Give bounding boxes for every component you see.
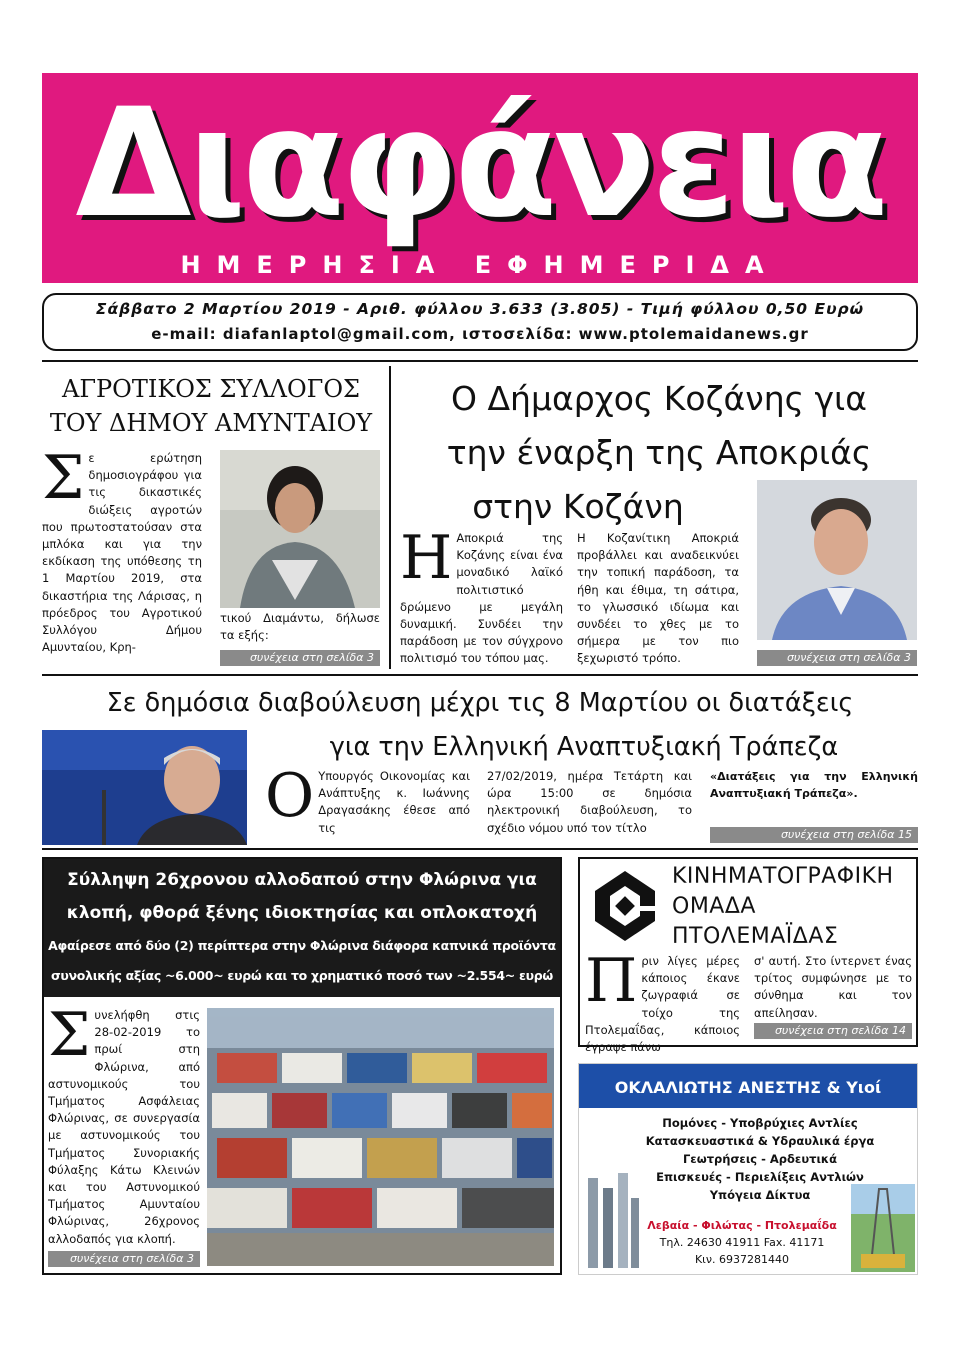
agrotikos-body-text: ε ερώτηση δημοσιογράφου για τις δικαστικές διώξεις αγροτών που πρωτοστατούσαν στα μπλόκα και για την εκδίκαση της υπόθεσης τη 1 Μαρτίου 2019, στα δικαστήρια της Λάρισας, η πρόεδρος του Αγροτικού Συλλόγου Δήμου Αμυνταίου, Κρη- (42, 451, 202, 655)
agrotikos-headline (42, 372, 380, 440)
trapeza-col1-text: Υπουργός Οικονομίας και Ανάπτυξης κ. Ιωάννης Δραγασάκης έθεσε από τις (318, 769, 470, 835)
trapeza-col3: «Διατάξεις για την Ελληνική Αναπτυξιακή Τράπεζα». (710, 770, 918, 801)
kinimatografiki-headline (672, 862, 917, 952)
ad-line1: Πομόνες - Υποβρύχιες Αντλίες (662, 1116, 858, 1130)
ad-line5: Υπόγεια Δίκτυα (709, 1188, 811, 1202)
trapeza-col1 (265, 761, 470, 840)
agrotikos-body (42, 443, 202, 665)
divider (42, 360, 918, 362)
trapeza-headline-line2: για την Ελληνική Αναπτυξιακή Τράπεζα (329, 732, 839, 762)
agrotikos-continue-link[interactable]: συνέχεια στη σελίδα 3 (220, 650, 380, 666)
trapeza-headline-line1: Σε δημόσια διαβούλευση μέχρι τις 8 Μαρτίου οι διατάξεις (106, 688, 854, 718)
kinimatografiki-col1 (585, 946, 740, 1055)
ad-line2: Κατασκευαστικά & Υδραυλικά έργα (645, 1134, 875, 1148)
florina-photo (207, 1008, 554, 1266)
dimarchos-continue-link[interactable]: συνέχεια στη σελίδα 3 (757, 650, 917, 666)
ad-phone: Τηλ. 24630 41911 Fax. 41171 (659, 1236, 825, 1249)
divider (42, 674, 918, 676)
dimarchos-headline-line2: την έναρξη της Αποκριάς (446, 433, 872, 472)
dimarchos-headline-line1: Ο Δήμαρχος Κοζάνης για (451, 379, 867, 418)
agrotikos-body-cont: τικού Διαμάντω, δήλωσε τα εξής: (220, 611, 380, 643)
kinimatografiki-col2: σ' αυτή. Στο ίντερνετ ένας τρίτος συμφώνησε με το σύνθημα και τον απείλησαν. (754, 954, 912, 1020)
florina-subhead-line1: Αφαίρεσε από δύο (2) περίπτερα στην Φλώρινα διάφορα καπνικά προϊόντα (48, 938, 556, 953)
agrotikos-headline-line2: ΤΟΥ ΔΗΜΟΥ ΑΜΥΝΤΑΙΟΥ (49, 409, 373, 437)
ad-mobile: Κιν. 6937281440 (694, 1253, 790, 1266)
newspaper-subtitle: ΗΜΕΡΗΣΙΑ ΕΦΗΜΕΡΙΔΑ (180, 251, 780, 279)
florina-headline-line2: κλοπή, φθορά ξένης ιδιοκτησίας και οπλοκατοχή (66, 903, 538, 923)
film-group-logo-icon (585, 866, 665, 946)
newspaper-title: Διαφάνεια (75, 77, 885, 251)
florina-body (48, 1000, 200, 1247)
florina-subhead-line2: συνολικής αξίας ~6.000~ ευρώ και το χρηματικό ποσό των ~2.554~ ευρώ (51, 968, 553, 983)
divider (42, 848, 918, 850)
florina-dropcap: Σ (48, 1000, 91, 1070)
issue-info-box (42, 293, 918, 351)
kinimatografiki-headline-line1: ΚΙΝΗΜΑΤΟΓΡΑΦΙΚΗ (672, 864, 894, 889)
dimarchos-photo (757, 480, 917, 640)
contact-line: e-mail: diafanlaptol@gmail.com, ιστοσελίδα: www.ptolemaidanews.gr (151, 325, 809, 343)
issue-date-line: Σάββατο 2 Μαρτίου 2019 - Αριθ. φύλλου 3.633 (3.805) - Τιμή φύλλου 0,50 Ευρώ (95, 300, 865, 318)
agrotikos-headline-line1: ΑΓΡΟΤΙΚΟΣ ΣΥΛΛΟΓΟΣ (62, 375, 360, 403)
trapeza-col2: 27/02/2019, ημέρα Τετάρτη και ώρα 15:00 σε δημόσια ηλεκτρονική διαβούλευση, το σχέδιο νόμου υπό τον τίτλο (487, 769, 692, 835)
dimarchos-col1 (400, 523, 563, 666)
trapeza-dropcap: Ο (265, 761, 315, 831)
trapeza-continue-link[interactable]: συνέχεια στη σελίδα 15 (710, 827, 918, 843)
ad-line4: Επισκευές - Περιελίξεις Αντλιών (656, 1170, 864, 1184)
masthead (42, 73, 918, 283)
florina-body-text: υνελήφθη στις 28-02-2019 το πρωί στη Φλώρινα, από αστυνομικούς του Τμήματος Ασφάλειας Φλώρινας, σε συνεργασία με αστυνομικούς του Τμήματος Συνοριακής Φύλαξης Κάτω Κλεινών και του Αστυνομικού Τμήματος Αμυνταίου Φλώρινας, 26χρονος αλλοδαπός για κλοπή. (48, 1008, 200, 1246)
trapeza-photo (42, 730, 247, 845)
kinimatografiki-headline-line3: ΠΤΟΛΕΜΑΪΔΑΣ (672, 924, 839, 949)
advertisement (578, 1063, 918, 1275)
column-divider (389, 366, 391, 669)
ad-line3: Γεωτρήσεις - Αρδευτικά (682, 1152, 837, 1166)
dimarchos-col1-text: Αποκριά της Κοζάνης είναι ένα μοναδικό λαϊκό πολιτιστικό δρώμενο με μεγάλη δυναμική. Συνδέει την παράδοση με τον σύγχρονο πολιτισμό του τόπου μας. (400, 531, 563, 666)
florina-headline-box (44, 859, 560, 997)
kinimatografiki-dropcap: Π (585, 946, 638, 1016)
ad-contact (635, 1217, 849, 1268)
ad-address: Λεβαία - Φιλώτας - Πτολεμαΐδα (647, 1219, 837, 1232)
drilling-rig-image (851, 1184, 915, 1272)
agrotikos-photo (220, 450, 380, 608)
dimarchos-headline-line3: στην Κοζάνη (472, 487, 684, 526)
florina-headline-line1: Σύλληψη 26χρονου αλλοδαπού στην Φλώρινα για (67, 870, 537, 890)
ad-title: ΟΚΛΑΛΙΩΤΗΣ ΑΝΕΣΤΗΣ & Υιοί (579, 1064, 917, 1108)
dimarchos-col2: Η Κοζανίτικη Αποκριά προβάλλει και αναδεικνύει την τοπική παράδοση, τα ήθη και έθιμα, τη σάτιρα, το γλωσσικό ιδίωμα και συνδέει το χθες με το σήμερα με τον πιο ξεχωριστό τρόπο. (577, 531, 739, 666)
pump-image (583, 1168, 643, 1272)
kinimatografiki-continue-link[interactable]: συνέχεια στη σελίδα 14 (754, 1023, 912, 1039)
kinimatografiki-col1-text: ριν λίγες μέρες κάποιος έκανε ζωγραφιά σε τοίχο της Πτολεμαΐδας, κάποιος έγραψε πάνω (585, 954, 740, 1055)
agrotikos-dropcap: Σ (42, 443, 85, 513)
florina-continue-link[interactable]: συνέχεια στη σελίδα 3 (48, 1251, 200, 1267)
dimarchos-dropcap: Η (400, 523, 453, 593)
kinimatografiki-headline-line2: ΟΜΑΔΑ (672, 894, 756, 919)
